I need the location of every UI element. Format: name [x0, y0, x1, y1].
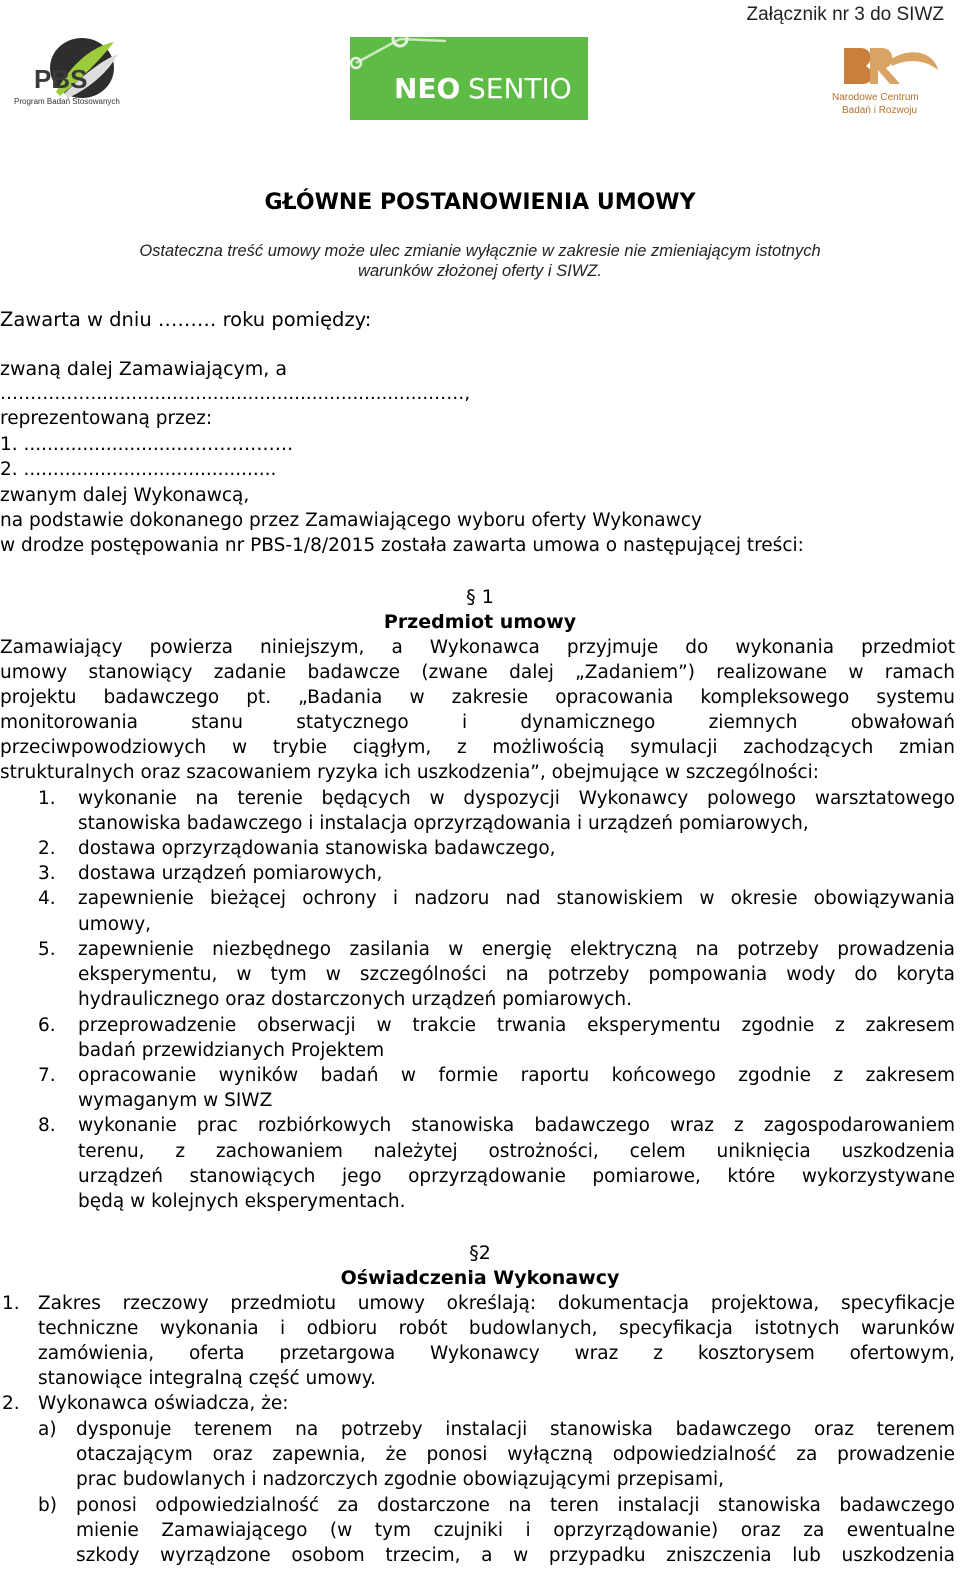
disclaimer-line-2: warunków złożonej oferty i SIWZ.	[358, 262, 602, 280]
list-item-number: 1.	[38, 788, 56, 809]
section-2-sign: §2	[469, 1242, 491, 1264]
list-item-line: stanowiska badawczego i instalacja oprzyrządowania i urządzeń pomiarowych,	[78, 813, 809, 834]
contractor-name-placeholder: ……………..........................................................……,	[0, 383, 471, 404]
list-item-line: wykonanie prac rozbiórkowych stanowiska badawczego wraz z zagospodarowaniem	[78, 1115, 955, 1136]
sub-item-line: szkody wyrządzone osobom trzecim, a w przypadku zniszczenia lub uszkodzenia	[76, 1545, 955, 1566]
basis-line: na podstawie dokonanego przez Zamawiającego wyboru oferty Wykonawcy	[0, 510, 702, 531]
list-item-line: przeprowadzenie obserwacji w trakcie trwania eksperymentu zgodnie z zakresem	[78, 1015, 955, 1036]
sub-item-line: prac budowlanych i nadzorczych zgodnie obowiązującymi przepisami,	[76, 1469, 725, 1490]
svg-text:PBS: PBS	[34, 64, 88, 94]
list-item-line: Wykonawca oświadcza, że:	[38, 1393, 289, 1414]
pbs-logo-graphic	[12, 32, 122, 112]
section-1-paragraph-line: przeciwpowodziowych w trybie ciągłym, z możliwością symulacji zachodzących zmian	[0, 737, 955, 758]
list-item-line: eksperymentu, w tym w szczególności na potrzeby pompowania wody do koryta	[78, 964, 955, 985]
list-item-number: 7.	[38, 1065, 56, 1086]
svg-text:Program Badań Stosowanych: Program Badań Stosowanych	[14, 97, 120, 106]
list-item-line: urządzeń stanowiących jego oprzyrządowanie pomiarowe, które wykorzystywane	[78, 1166, 955, 1187]
list-item-line: będą w kolejnych eksperymentach.	[78, 1191, 406, 1212]
svg-text:NEO: NEO	[394, 72, 461, 105]
list-item-line: umowy,	[78, 914, 152, 935]
sub-item-line: otaczającym oraz zapewnia, że ponosi wyłączną odpowiedzialność za prowadzenie	[76, 1444, 955, 1465]
list-item-number: 1.	[2, 1293, 20, 1314]
svg-text:SENTIO: SENTIO	[468, 72, 572, 105]
list-item-number: 5.	[38, 939, 56, 960]
list-item-line: zapewnienie bieżącej ochrony i nadzoru nad stanowiskiem w okresie obowiązywania	[78, 888, 955, 909]
section-2-heading: Oświadczenia Wykonawcy	[340, 1267, 620, 1289]
list-item-line: stanowiące integralną część umowy.	[38, 1368, 376, 1389]
sub-item-line: dysponuje terenem na potrzeby instalacji stanowiska badawczego oraz terenem	[76, 1419, 955, 1440]
list-item-line: badań przewidzianych Projektem	[78, 1040, 385, 1061]
list-item-line: opracowanie wyników badań w formie raportu końcowego zgodnie z zakresem	[78, 1065, 955, 1086]
list-item-line: terenu, z zachowaniem należytej ostrożności, celem uniknięcia uszkodzenia	[78, 1141, 955, 1162]
section-1-paragraph-line: Zamawiający powierza niniejszym, a Wykonawca przyjmuje do wykonania przedmiot	[0, 637, 955, 658]
svg-text:Badań i Rozwoju: Badań i Rozwoju	[842, 105, 918, 116]
list-item-line: hydraulicznego oraz dostarczonych urządzeń pomiarowych.	[78, 989, 633, 1010]
list-item-number: 4.	[38, 888, 56, 909]
list-item-line: dostawa oprzyrządowania stanowiska badawczego,	[78, 838, 556, 859]
list-item-number: 6.	[38, 1015, 56, 1036]
list-item-number: 8.	[38, 1115, 56, 1136]
section-1-heading: Przedmiot umowy	[383, 611, 577, 633]
procedure-line: w drodze postępowania nr PBS-1/8/2015 została zawarta umowa o następującej treści:	[0, 535, 804, 556]
contract-date-line: Zawarta w dniu ……… roku pomiędzy:	[0, 308, 372, 331]
sub-item-letter: b)	[38, 1495, 57, 1516]
neosentio-logo-graphic	[350, 37, 588, 120]
disclaimer-line-1: Ostateczna treść umowy może ulec zmianie wyłącznie w zakresie nie zmieniającym istotnych	[139, 242, 821, 260]
list-item-number: 2.	[2, 1393, 20, 1414]
svg-text:Narodowe Centrum: Narodowe Centrum	[832, 92, 919, 103]
section-1-paragraph-line: projektu badawczego pt. „Badania w zakresie opracowania kompleksowego systemu	[0, 687, 955, 708]
ncbr-logo-graphic	[830, 42, 948, 120]
list-item-line: Zakres rzeczowy przedmiotu umowy określają: dokumentacja projektowa, specyfikacje	[38, 1293, 955, 1314]
ncbr-logo	[830, 42, 948, 120]
section-1-sign: § 1	[466, 586, 494, 608]
annex-label: Załącznik nr 3 do SIWZ	[746, 4, 944, 25]
list-item-line: wymaganym w SIWZ	[78, 1090, 273, 1111]
represented-by-line: reprezentowaną przez:	[0, 408, 213, 429]
sub-item-line: mienie Zamawiającego (w tym czujniki i oprzyrządowanie) oraz za ewentualne	[76, 1520, 955, 1541]
list-item-line: zamówienia, oferta przetargowa Wykonawcy wraz z kosztorysem ofertowym,	[38, 1343, 955, 1364]
contractor-label-line: zwanym dalej Wykonawcą,	[0, 485, 250, 506]
list-item-line: dostawa urządzeń pomiarowych,	[78, 863, 383, 884]
neosentio-logo	[350, 37, 588, 120]
sub-item-line: ponosi odpowiedzialność za dostarczone na teren instalacji stanowiska badawczego	[76, 1495, 955, 1516]
representative-2: 2. ...........................................	[0, 459, 277, 480]
pbs-logo	[12, 32, 122, 112]
list-item-line: zapewnienie niezbędnego zasilania w energię elektryczną na potrzeby prowadzenia	[78, 939, 955, 960]
representative-1: 1. ...........................………………	[0, 434, 294, 455]
document-title: GŁÓWNE POSTANOWIENIA UMOWY	[264, 190, 696, 215]
list-item-number: 3.	[38, 863, 56, 884]
section-1-paragraph-line: strukturalnych oraz szacowaniem ryzyka ich uszkodzenia”, obejmujące w szczególności:	[0, 762, 819, 783]
section-1-paragraph-line: monitorowania stanu statycznego i dynamicznego ziemnych obwałowań	[0, 712, 955, 733]
ordering-party-line: zwaną dalej Zamawiającym, a	[0, 358, 287, 380]
list-item-line: techniczne wykonania i odbioru robót budowlanych, specyfikacja istotnych warunków	[38, 1318, 955, 1339]
list-item-number: 2.	[38, 838, 56, 859]
section-1-paragraph-line: umowy stanowiący zadanie badawcze (zwane dalej „Zadaniem”) realizowane w ramach	[0, 662, 955, 683]
sub-item-letter: a)	[38, 1419, 57, 1440]
list-item-line: wykonanie na terenie będących w dyspozycji Wykonawcy polowego warsztatowego	[78, 788, 955, 809]
